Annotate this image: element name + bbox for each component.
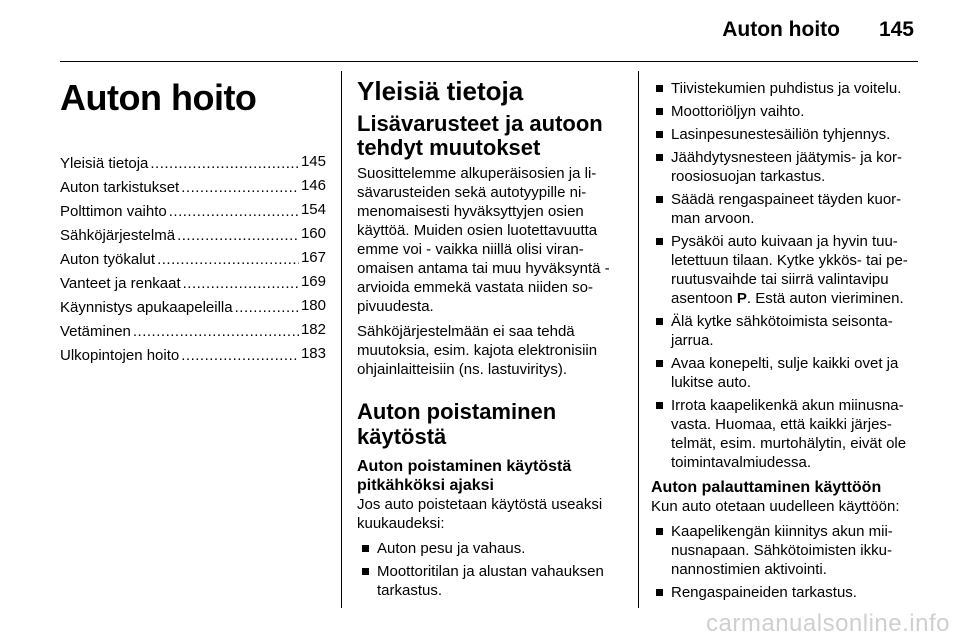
list-item: Moottoritilan ja alustan vahauksen tarkastus.: [357, 562, 627, 600]
toc-leader: [235, 296, 299, 320]
toc-item[interactable]: [60, 248, 326, 272]
toc-item-title: Vetäminen: [60, 323, 131, 340]
toc-leader: [181, 344, 299, 368]
list-item: Irrota kaapelikenkä akun miinusna-vasta. Huomaa, että kaikki järjes-telmät, esim. murtohälytin, eivät ole toimintavalmiudessa.: [651, 396, 921, 472]
middle-column: [357, 70, 627, 604]
toc-leader: [150, 152, 299, 176]
bullet-list: [357, 539, 627, 600]
toc-item-title: Yleisiä tietoja: [60, 155, 149, 172]
toc-leader: [177, 224, 299, 248]
sub-subsection-heading: Auton poistaminen käytöstä pitkähköksi ajaksi: [357, 458, 572, 494]
toc-leader: [157, 248, 299, 272]
paragraph: Jos auto poistetaan käytöstä useaksi kuukaudeksi:: [357, 496, 603, 532]
toc-leader: [181, 176, 299, 200]
toc-item[interactable]: [60, 296, 326, 320]
toc-item-title: Vanteet ja renkaat: [60, 275, 181, 292]
toc-item[interactable]: [60, 200, 326, 224]
list-item: Moottoriöljyn vaihto.: [651, 102, 921, 121]
chapter-title: Auton hoito: [60, 77, 257, 118]
list-item-text: . Estä auton vieriminen.: [746, 290, 904, 307]
toc-item-page: 154: [300, 201, 326, 218]
page-number: 145: [878, 18, 914, 41]
table-of-contents: [60, 152, 326, 368]
toc-item-page: 180: [300, 297, 326, 314]
toc-leader: [133, 320, 299, 344]
subsection-heading: Auton poistaminen käytöstä: [357, 399, 557, 449]
toc-item[interactable]: [60, 176, 326, 200]
toc-item[interactable]: [60, 152, 326, 176]
bullet-list: [651, 79, 921, 472]
paragraph: Suosittelemme alkuperäisosien ja li-sävarusteiden sekä autotyypille ni-menomaisesti hyväksyttyjen osien käyttöä. Muiden osien luotettavuutta emme voi - vaikka niillä olisi viran-omaisen antama tai muu hyväksyntä - arvioida emmekä vastata niiden so-pivuudesta.: [357, 165, 610, 315]
left-column: [60, 70, 326, 368]
list-item: [651, 232, 921, 308]
list-item: Rengaspaineiden tarkastus.: [651, 583, 921, 602]
column-divider: [638, 71, 639, 608]
paragraph: Kun auto otetaan uudelleen käyttöön:: [651, 498, 900, 515]
list-item: Kaapelikengän kiinnitys akun mii-nusnapaan. Sähkötoimisten ikku-nannostimien aktivointi.: [651, 522, 921, 579]
section-heading: Yleisiä tietoja: [357, 76, 524, 106]
toc-item-title: Ulkopintojen hoito: [60, 347, 180, 364]
subsection-heading: Lisävarusteet ja autoon tehdyt muutokset: [357, 111, 603, 160]
toc-item-title: Auton tarkistukset: [60, 179, 180, 196]
toc-leader: [183, 272, 299, 296]
list-item: Tiivistekumien puhdistus ja voitelu.: [651, 79, 921, 98]
toc-item-page: 182: [300, 321, 326, 338]
list-item: Avaa konepelti, sulje kaikki ovet ja lukitse auto.: [651, 354, 921, 392]
toc-item-title: Käynnistys apukaapeleilla: [60, 299, 233, 316]
list-item: Jäähdytysnesteen jäätymis- ja kor-roosiosuojan tarkastus.: [651, 148, 921, 186]
bullet-list: [651, 522, 921, 602]
toc-item-page: 160: [300, 225, 326, 242]
toc-item[interactable]: [60, 272, 326, 296]
right-column: [651, 79, 921, 606]
toc-item[interactable]: [60, 320, 326, 344]
list-item-text: Pysäköi auto kuivaan ja hyvin tuu-letettuun tilaan. Kytke ykkös- tai pe-ruutusvaihde tai siirrä valintavipu asentoon: [671, 233, 908, 307]
list-item: Säädä rengaspaineet täyden kuor-man arvoon.: [651, 190, 921, 228]
toc-leader: [169, 200, 299, 224]
page-header-title: Auton hoito: [722, 18, 840, 41]
toc-item-title: Polttimon vaihto: [60, 203, 167, 220]
toc-item-page: 183: [300, 345, 326, 362]
gear-position-label: P: [736, 290, 747, 307]
toc-item[interactable]: [60, 224, 326, 248]
toc-item-page: 167: [300, 249, 326, 266]
toc-item-title: Sähköjärjestelmä: [60, 227, 176, 244]
toc-item-title: Auton työkalut: [60, 251, 156, 268]
toc-item-page: 146: [300, 177, 326, 194]
watermark: carmanualsonline.info: [706, 610, 950, 637]
toc-item-page: 169: [300, 273, 326, 290]
paragraph: Sähköjärjestelmään ei saa tehdä muutoksia, esim. kajota elektronisiin ohjainlaitteisiin (ns. lastuviritys).: [357, 323, 598, 378]
column-divider: [341, 71, 342, 608]
list-item: Älä kytke sähkötoimista seisonta-jarrua.: [651, 312, 921, 350]
list-item: Lasinpesunestesäiliön tyhjennys.: [651, 125, 921, 144]
sub-subsection-heading: Auton palauttaminen käyttöön: [651, 479, 882, 496]
toc-item[interactable]: [60, 344, 326, 368]
toc-item-page: 145: [300, 153, 326, 170]
header-rule: [60, 61, 918, 62]
list-item: Auton pesu ja vahaus.: [357, 539, 627, 558]
